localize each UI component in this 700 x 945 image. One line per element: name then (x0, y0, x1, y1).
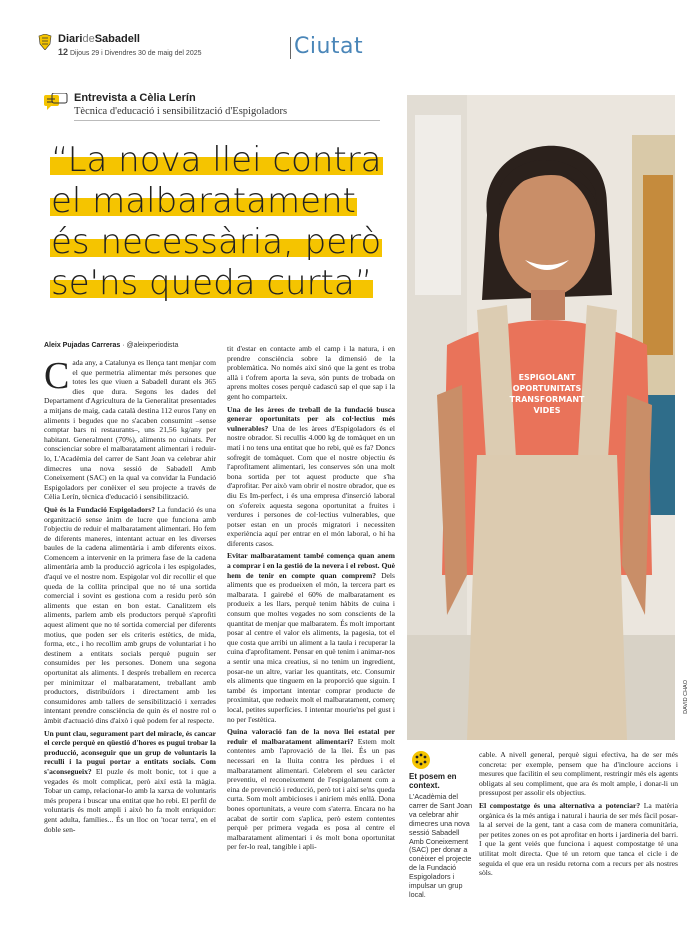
shield-logo-icon (38, 34, 52, 50)
dotted-context-icon (410, 750, 432, 770)
shirt-text-2: OPORTUNITATS (512, 384, 582, 393)
article-column-1: Cada any, a Catalunya es llença tant menjar com el que permetria alimentar més persones que totes les que viuen a Sabadell durant els 365 dies que dura. Segons les dades del Departament d'Agricultura de la Generalitat presentades a mitjans de maig, cada català destina 112 euros l'any en aliments i begudes que no s'acaben consumint –sense comptar bars ni restaurants–, uns 21,56 kg/any per habitant. Generalment (70%), aliments no cuinats. Per conscienciar sobre el malbaratament alimentari i reduir-lo, L'Acadèmia del carrer de Sant Joan va celebrar ahir dimecres una nova sessió de Sabadell Amb Coneixement (SAC) en la qual va convidar la Fundació Espigoladors per conèixer el seu projecte a través de Cèlia Lerín, tècnica d'educació i sensibilització. Què és la Fundació Espigoladors? La fundació és una organització sense ànim de lucre que funciona amb l'objectiu de reduir el malbaratament alimentari. Ho fem de diferents maneres, intentant actuar en les diverses baules de la cadena alimentària i amb diferents eixos. Comencem a intervenir en la primera fase de la cadena alimentària amb la producció agrícola i les espigolades, d'aquí ve el nostre nom. Espigolar vol dir recollir el que queda de la collita principal que no té una sortida comercial i sovint es gestiona com a residu però són aliments que estan en bon estat. Canalitzem els aliments, parlem amb els productors perquè s'aprofiti aquest aliment que no té sortida comercial per diferents motius, que poden ser els criteris estètics, de mida, forma, etc., i ho recollim amb grups de voluntariat i ho destinem a entitats socials perquè puguin ser consumides per les persones. Donem una segona oportunitat als aliments. I després treballem en recerca per minimitzar el malbaratament, treballant amb productors, distribuïdors i directament amb les consumidores amb tallers de sensibilització i xerrades intentant prendre consciència de quin és el nostre rol o àmbit d'actuació dins d'això i què podem fer al respecte. Un punt clau, segurament part del miracle, és cancar el cercle perquè en qüestió d'hores es pugui trobar la producció, aconseguir que un grup de voluntaris la reculli i la pugui portar a entitats socials. Com s'aconsegueix? El puzle és molt bonic, tot i que a vegades és molt complicat, però així està la màgia. Tobar un camp, relacionar-lo amb la xarxa de voluntaris més propera i buscar una entitat que ho rebi. El perfil de voluntaris és molt ampli i això ho fa molt enriquidor: gent adulta, famílies... És un lloc on 'tocar terra', en el doble sen- (44, 355, 216, 834)
photo-credit: DAVID CHAO (683, 680, 689, 714)
dateline: 12 Dijous 29 i Divendres 30 de maig del 2025 (58, 47, 202, 57)
kicker-divider (74, 120, 380, 121)
caption-title: Et posem en context. (409, 772, 457, 790)
shirt-text-1: ESPIGOLANT (518, 373, 576, 382)
byline: Aleix Pujadas Carreras · @aleixperiodista (44, 342, 179, 349)
headline-quote: “La nova llei contra el malbaratament és necessària, però se'ns queda curta” (51, 140, 382, 303)
article-column-2: tit d'estar en contacte amb el camp i la natura, i en prendre consciència sobre la dimensió de la problemàtica. No només així sinó que la gent es troba allà i t'ofrem aporta la seva, són punts de trobada on aprens moltes coses perquè cadascú sap el que sap i la gent ho comparteix. Una de les àrees de treball de la fundació busca generar oportunitats per als col·lectius més vulnerables? Una de les àrees d'Espigoladors és el nostre obrador. Si recullis 4.000 kg de tomàquet en un matí i no tens una entitat que ho rebi, què es fa? Doncs sofregit de tomàquet. Com que el nostre objectiu és l'aprofitament alimentari, les conserves són una molt bona sortida per tot aquest producte que s'ha d'aprofitar. Per això vam obrir el nostre obrador, que es diu Es Im-perfect, i és una empresa d'inserció laboral on s'ofereix aquesta segona oportunitat a fruites i verdures i persones de col·lectius vulnerables, que potser estan en un procés migratori i necessiten experiència aquí per entrar en el món laboral, o hi ha diferents casos. Evitar malbaratament també comença quan anem a comprar i en la gestió de la nevera i el rebost. Què hem de tenir en compte quan comprem? Dels aliments que es produeixen el món, la tercera part es malbarata. I gairebé el 60% de malbaratament es produeix a les llars, perquè tenim hàbits de cuina i consum que moltes vegades no som conscients de la quantitat de menjar que malbaratem. És molt important posar al centre el valor els aliments, la pagesia, tot el que costa que arribi un aliment a la taula i recuperar la cuina d'aprofitament. Pensar en què tenim i animar-nos a sentir una mica creatius, si no tenim un ingredient, posar-ne un altre, variar les quantitats, etc. Consumir els aliments que tinguem en la proporció que siguin. I també és important intentar comprar producte de proximitat, que redueix molt el malbaratament, comerç local, petites superfícies. I intentar mourie'ns pel gust i no per l'estètica. Quina valoració fan de la nova llei estatal per reduir el malbaratament alimentari? Estem molt contentes amb l'aprovació de la llei. És un pas necessari en la lluita contra les pèrdues i el malbaratament alimentari. Celebrem el seu caràcter preventiu, el reconeixement de l'espigolament com a eina de prevenció i reducció, però tot i així se'ns queda curta. Som molt ambicioses i aniríem més enllà. Dona bones oportunitats, a veure com s'aterra. Encara no ha acabat de sortir com s'aplica, però estem contentes perquè per primera vegada es posa al centre el malbaratament alimentari i és molt bona oportunitat per fer-lo real, tangible i apli- (227, 344, 395, 852)
portrait-photo (407, 95, 675, 740)
article-column-3: cable. A nivell general, perquè sigui efectiva, ha de ser més concreta: per exemple, pensem que ha d'incloure accions i mesures que facilitin el seu compliment, restringir més els agents obligats al seu compliment, que ara és molt ample, i donar-li un pressupost per assolir els objectius. El compostatge és una alternativa a potenciar? La matèria orgànica és la més antiga i natural i hauria de ser més fàcil posar-la al servei de la gent, tant a casa com de manera comunitària, per petites zones on es pot aprofitar en horts i jardineria del barri. I que la gent veiés que funciona i aquest compostatge té una utilitat molt directa. Que té un retorn que tanca el cicle i de seguida el que era un residu retorna com a recurs per als nostres sòls. (479, 750, 679, 878)
section-title: Ciutat (294, 34, 364, 59)
shirt-text-4: VIDES (533, 406, 561, 415)
shirt-text-3: TRANSFORMANT (509, 395, 585, 404)
section-divider (290, 37, 291, 59)
kicker-title: Entrevista a Cèlia Lerín (74, 92, 196, 104)
dropcap: C (44, 355, 70, 397)
kicker-subtitle: Tècnica d'educació i sensibilització d'Espigoladors (74, 106, 288, 117)
brand-name: DiarideSabadell (58, 33, 140, 45)
photo-caption: L'Acadèmia del carrer de Sant Joan va celebrar ahir dimecres una nova sessió Sabadell Amb Coneixement (SAC) per donar a conèixer el projecte de la Fundació Espigoladors i impulsar un grup local. (409, 792, 473, 899)
chat-bubbles-icon (44, 93, 68, 111)
